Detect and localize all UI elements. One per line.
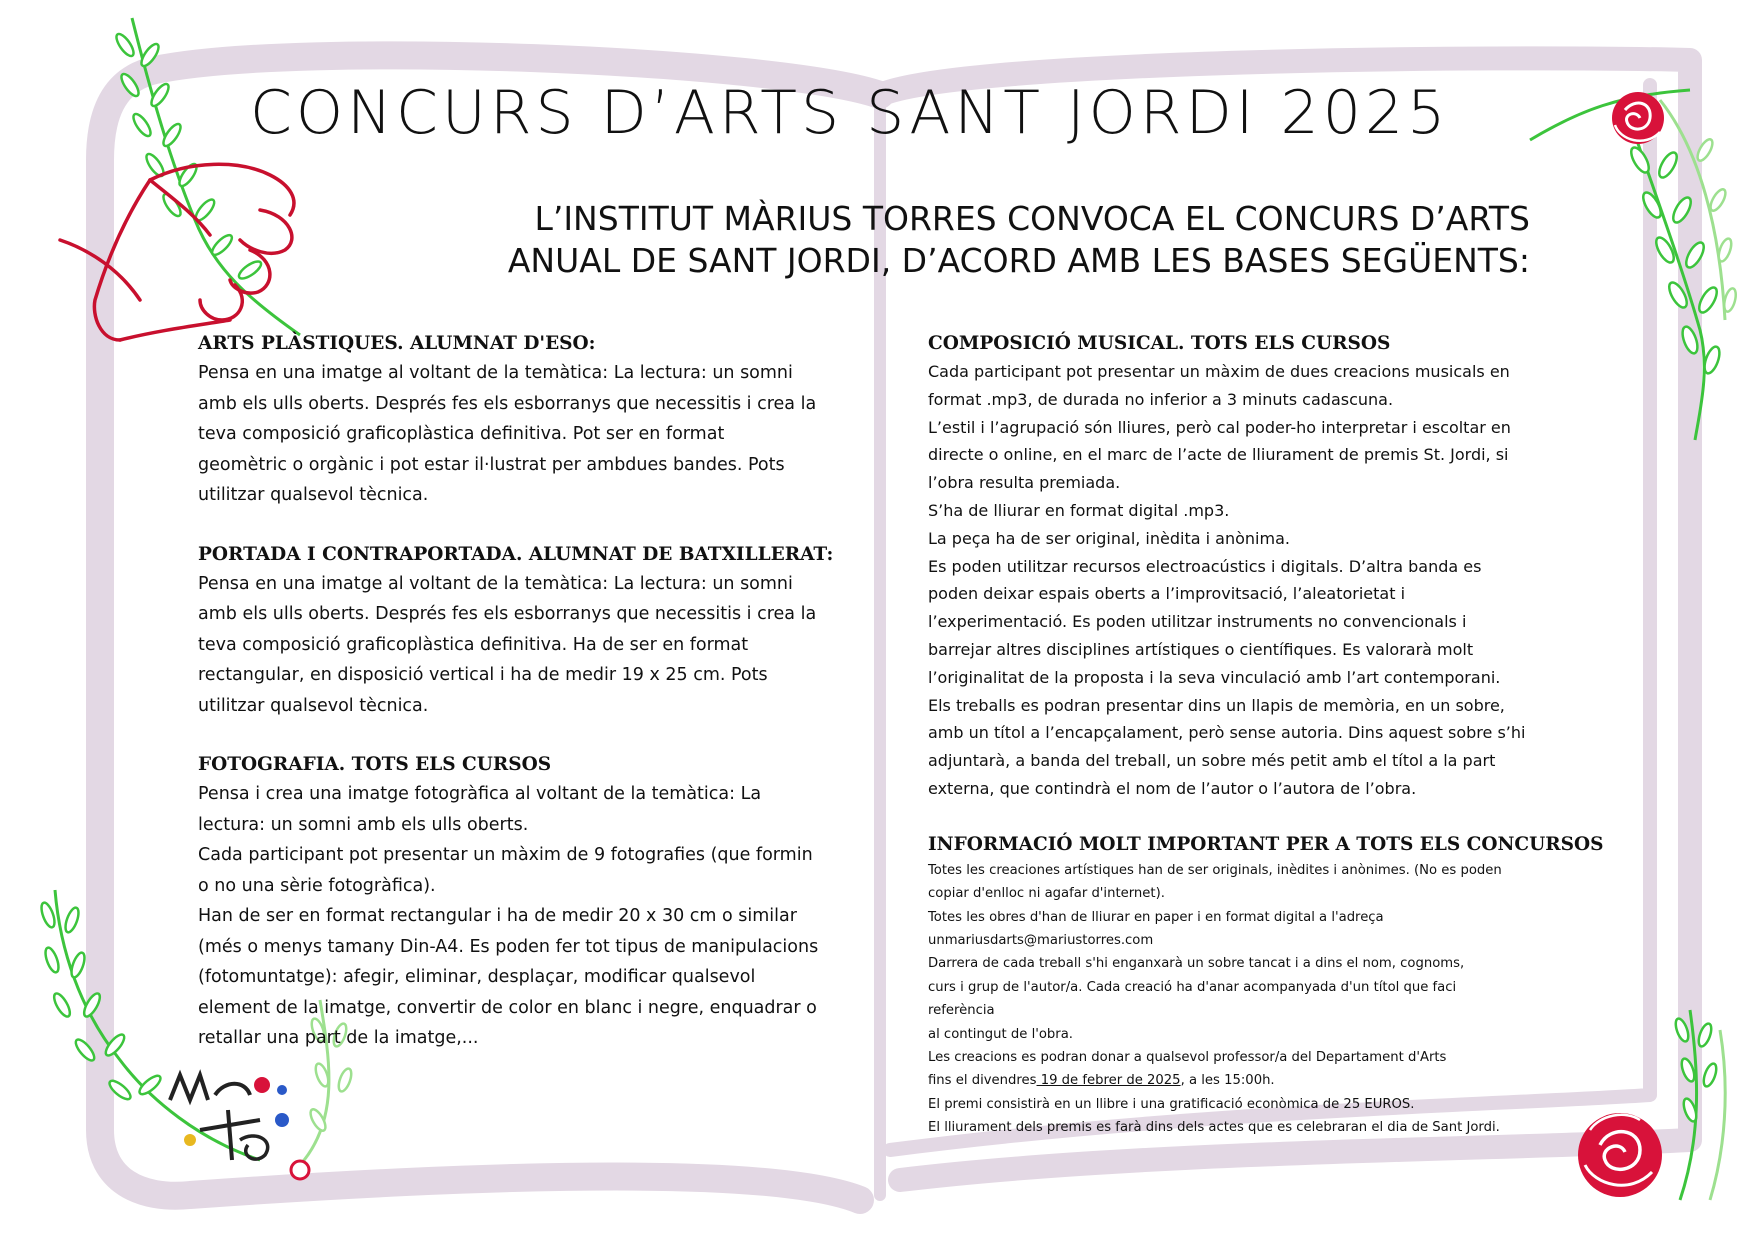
body-line: teva composició graficoplàstica definitiva. Pot ser en format xyxy=(198,424,725,444)
section-arts-plastiques xyxy=(198,330,858,511)
body-line: Cada participant pot presentar un màxim de dues creacions musicals en xyxy=(928,362,1510,381)
body-line: (fotomuntatge): afegir, eliminar, desplaçar, modificar qualsevol xyxy=(198,967,756,987)
body-line: externa, que contindrà el nom de l’autor o l’autora de l’obra. xyxy=(928,778,1417,798)
subtitle-line: ANUAL DE SANT JORDI, D’ACORD AMB LES BASES SEGÜENTS: xyxy=(507,241,1530,280)
section-heading: PORTADA I CONTRAPORTADA. ALUMNAT DE BATXILLERAT: xyxy=(198,543,834,565)
body-line: teva composició graficoplàstica definitiva. Ha de ser en format xyxy=(198,634,749,655)
body-line: l’obra resulta premiada. xyxy=(928,473,1121,493)
school-logo xyxy=(170,1075,289,1160)
body-line: Es poden utilitzar recursos electroacústics i digitals. D’altra banda es xyxy=(928,556,1482,576)
body-line: S’ha de lliurar en format digital .mp3. xyxy=(928,500,1230,520)
body-line: directe o online, en el marc de l’acte de lliurament de premis St. Jordi, si xyxy=(928,445,1509,465)
body-line: utilitzar qualsevol tècnica. xyxy=(198,695,429,716)
subtitle-line: L’INSTITUT MÀRIUS TORRES CONVOCA EL CONCURS D’ARTS xyxy=(534,199,1530,238)
body-line: Pensa en una imatge al voltant de la temàtica: La lectura: un somni xyxy=(198,573,793,594)
body-line: referència xyxy=(928,1003,995,1019)
section-heading: INFORMACIÓ MOLT IMPORTANT PER A TOTS ELS CONCURSOS xyxy=(928,833,1604,855)
body-line: al contingut de l'obra. xyxy=(928,1026,1073,1042)
body-line: amb els ulls oberts. Després fes els esborranys que necessitis i crea la xyxy=(198,604,817,624)
body-line: Cada participant pot presentar un màxim de 9 fotografies (que formin xyxy=(198,845,813,865)
section-composicio-musical xyxy=(928,330,1578,803)
deadline-line xyxy=(928,1069,1578,1092)
section-heading: FOTOGRAFIA. TOTS ELS CURSOS xyxy=(198,754,552,775)
body-line: Les creacions es podran donar a qualsevol professor/a del Departament d'Arts xyxy=(928,1050,1447,1065)
body-line: El premi consistirà en un llibre i una gratificació econòmica de 25 EUROS. xyxy=(928,1096,1415,1112)
body-line: barrejar altres disciplines artístiques o científiques. Es valorarà molt xyxy=(928,639,1474,659)
body-line: amb un títol a l’encapçalament, però sense autoria. Dins aquest sobre s’hi xyxy=(928,723,1526,743)
body-line: Darrera de cada treball s'hi enganxarà un sobre tancat i a dins el nom, cognoms, xyxy=(928,956,1465,972)
section-fotografia xyxy=(198,751,858,1054)
body-line: utilitzar qualsevol tècnica. xyxy=(198,485,429,505)
section-heading: ARTS PLÀSTIQUES. ALUMNAT D'ESO: xyxy=(198,333,596,354)
body-line: l’originalitat de la proposta i la seva vinculació amb l’art contemporani. xyxy=(928,667,1501,687)
body-line: o no una sèrie fotogràfica). xyxy=(198,875,436,896)
body-line: Han de ser en format rectangular i ha de medir 20 x 30 cm o similar xyxy=(198,906,797,926)
deadline-date: 19 de febrer de 2025 xyxy=(1036,1073,1181,1089)
body-line: rectangular, en disposició vertical i ha de medir 19 x 25 cm. Pots xyxy=(198,665,768,685)
body-line: l’experimentació. Es poden utilitzar instruments no convencionals i xyxy=(928,612,1467,632)
section-informacio xyxy=(928,831,1604,1140)
body-line: Pensa en una imatge al voltant de la temàtica: La lectura: un somni xyxy=(198,363,793,383)
body-line: L’estil i l’agrupació són lliures, però cal poder-ho interpretar i escoltar en xyxy=(928,417,1511,437)
page-subtitle xyxy=(340,198,1530,282)
deadline-suffix: , a les 15:00h. xyxy=(1180,1073,1275,1089)
body-line: retallar una part de la imatge,... xyxy=(198,1028,479,1048)
body-line: lectura: un somni amb els ulls oberts. xyxy=(198,814,529,835)
deadline-prefix: fins el divendres xyxy=(928,1073,1037,1089)
email-address: unmariusdarts@mariustorres.com xyxy=(928,932,1154,948)
body-line: adjuntarà, a banda del treball, un sobre més petit amb el títol a la part xyxy=(928,751,1496,771)
section-heading: COMPOSICIÓ MUSICAL. TOTS ELS CURSOS xyxy=(928,333,1391,354)
body-line: El lliurament dels premis es farà dins dels actes que es celebraran el dia de Sant Jordi. xyxy=(928,1120,1500,1136)
body-line: element de la imatge, convertir de color en blanc i negre, enquadrar o xyxy=(198,997,817,1018)
body-line: Totes les obres d'han de lliurar en paper i en format digital a l'adreça xyxy=(928,909,1384,925)
body-line: amb els ulls oberts. Després fes els esborranys que necessitis i crea la xyxy=(198,393,817,414)
body-line: geomètric o orgànic i pot estar il·lustrat per ambdues bandes. Pots xyxy=(198,454,785,475)
body-line: La peça ha de ser original, inèdita i anònima. xyxy=(928,528,1290,548)
body-line: copiar d'enlloc ni agafar d'internet). xyxy=(928,886,1165,902)
page-title: CONCURS D’ARTS SANT JORDI 2025 xyxy=(250,78,1450,148)
left-column xyxy=(198,330,858,1054)
body-line: Totes les creaciones artístiques han de ser originals, inèdites i anònimes. (No es poden xyxy=(928,862,1502,878)
body-line: format .mp3, de durada no inferior a 3 minuts cadascuna. xyxy=(928,389,1394,409)
section-portada xyxy=(198,541,858,722)
body-line: poden deixar espais oberts a l’improvitsació, l’aleatorietat i xyxy=(928,584,1406,604)
body-line: (més o menys tamany Din-A4. Es poden fer tot tipus de manipulacions xyxy=(198,936,819,957)
body-line: curs i grup de l'autor/a. Cada creació ha d'anar acompanyada d'un títol que faci xyxy=(928,979,1457,995)
body-line: Els treballs es podran presentar dins un llapis de memòria, en un sobre, xyxy=(928,695,1505,715)
right-column xyxy=(928,330,1604,1140)
body-line: Pensa i crea una imatge fotogràfica al voltant de la temàtica: La xyxy=(198,784,762,804)
